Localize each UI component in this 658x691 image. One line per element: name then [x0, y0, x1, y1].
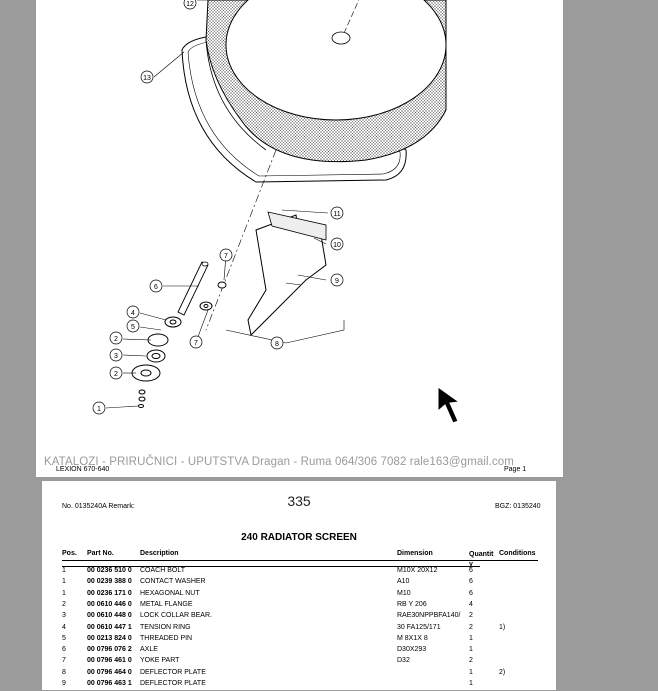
cell-conditions: 2)	[499, 668, 506, 676]
callout-6	[150, 280, 162, 292]
bearing-stack	[132, 282, 226, 408]
cell-part-no: 00 0236 171 0	[87, 589, 132, 597]
cell-part-no: 00 0610 448 0	[87, 612, 132, 620]
cell-dimension: M10	[397, 589, 411, 597]
cell-description: METAL FLANGE	[140, 600, 193, 608]
table-row	[62, 612, 538, 623]
cell-pos: 1	[62, 567, 66, 574]
page-number: 335	[287, 493, 311, 509]
cell-description: DEFLECTOR PLATE	[140, 668, 206, 676]
svg-text:8: 8	[275, 341, 279, 348]
svg-text:6: 6	[154, 284, 158, 291]
cell-quantity: 1	[469, 634, 473, 642]
table-row	[62, 624, 538, 635]
svg-text:2: 2	[114, 336, 118, 343]
svg-text:3: 3	[114, 353, 118, 360]
cell-dimension: RAE30NPPBFA140/	[397, 612, 461, 620]
svg-text:7: 7	[194, 340, 198, 347]
cell-part-no: 00 0213 824 0	[87, 634, 132, 642]
svg-text:1: 1	[97, 406, 101, 413]
table-row	[62, 578, 538, 589]
svg-text:2: 2	[114, 371, 118, 378]
callout-7-upper	[220, 249, 232, 261]
cell-part-no: 00 0239 388 0	[87, 578, 132, 586]
col-conditions: Conditions	[499, 550, 536, 557]
cell-quantity: 1	[469, 680, 473, 687]
parts-list-page	[42, 481, 556, 690]
table-row	[62, 680, 538, 691]
svg-text:13: 13	[143, 75, 151, 82]
cell-quantity: 6	[469, 578, 473, 586]
cell-quantity: 1	[469, 646, 473, 654]
cell-pos: 9	[62, 680, 66, 687]
table-row	[62, 646, 538, 657]
cell-conditions: 1)	[499, 623, 506, 631]
cell-pos: 8	[62, 668, 66, 676]
header-divider	[62, 560, 538, 561]
callout-11	[331, 207, 343, 219]
callout-5	[127, 320, 139, 332]
cell-pos: 2	[62, 600, 66, 608]
cell-description: DEFLECTOR PLATE	[140, 680, 206, 687]
cell-dimension: D32	[397, 657, 410, 665]
callout-9	[331, 274, 343, 286]
cell-pos: 1	[62, 578, 66, 586]
callout-3	[110, 349, 122, 361]
svg-text:4: 4	[131, 310, 135, 317]
cell-dimension: RB Y 206	[397, 600, 427, 608]
table-row	[62, 590, 538, 601]
col-quantity: Quantit y	[469, 551, 494, 568]
cell-description: TENSION RING	[140, 623, 191, 631]
svg-text:10: 10	[333, 242, 341, 249]
cell-quantity: 6	[469, 589, 473, 597]
cell-dimension: A10	[397, 578, 410, 586]
table-row	[62, 657, 538, 668]
cell-part-no: 00 0796 464 0	[87, 668, 132, 676]
callout-8	[271, 337, 283, 349]
doc-number: No. 0135240A	[62, 503, 107, 510]
cell-dimension: M10X 20X12	[397, 567, 438, 574]
cell-quantity: 2	[469, 623, 473, 631]
model-label: LEXION 670-640	[56, 466, 110, 473]
svg-text:7: 7	[224, 253, 228, 260]
deflector-bracket	[248, 212, 326, 335]
cell-part-no: 00 0610 446 0	[87, 600, 132, 608]
cell-part-no: 00 0796 463 1	[87, 680, 132, 687]
col-pos: Pos.	[62, 550, 77, 557]
cell-quantity: 2	[469, 612, 473, 620]
callout-1	[93, 402, 105, 414]
cell-pos: 3	[62, 612, 66, 620]
bgz-label: BGZ: 0135240	[495, 503, 541, 510]
cell-dimension: M 8X1X 8	[397, 634, 428, 642]
cell-pos: 1	[62, 589, 66, 597]
cell-dimension: 30 FA125/171	[397, 623, 441, 631]
callout-4	[127, 306, 139, 318]
callout-7-lower	[190, 336, 202, 348]
exploded-view-drawing	[36, 0, 563, 477]
cell-part-no: 00 0610 447 1	[87, 623, 132, 631]
page-label: Page 1	[504, 466, 527, 473]
cell-description: HEXAGONAL NUT	[140, 589, 200, 597]
cell-quantity: 4	[469, 600, 473, 608]
cell-description: THREADED PIN	[140, 634, 193, 642]
table-row	[62, 601, 538, 612]
table-row	[62, 669, 538, 680]
cell-description: YOKE PART	[140, 657, 180, 665]
cell-quantity: 1	[469, 668, 473, 676]
cell-description: COACH BOLT	[140, 567, 185, 574]
remark-label: Remark:	[108, 503, 135, 510]
cell-pos: 7	[62, 657, 66, 665]
cell-quantity: 6	[469, 567, 473, 574]
callout-2-lower	[110, 367, 122, 379]
callout-10	[331, 238, 343, 250]
cell-pos: 5	[62, 634, 66, 642]
cell-dimension: D30X293	[397, 646, 427, 654]
col-description: Description	[140, 550, 179, 557]
col-dimension: Dimension	[397, 550, 433, 557]
cell-description: CONTACT WASHER	[140, 578, 206, 586]
cell-description: LOCK COLLAR BEAR.	[140, 612, 212, 620]
doc-header-left	[62, 503, 135, 510]
cell-description: AXLE	[140, 646, 158, 654]
table-row	[62, 635, 538, 646]
svg-text:9: 9	[335, 278, 339, 285]
table-row	[62, 567, 538, 578]
mouse-pointer-icon	[436, 385, 466, 430]
col-part-no: Part No.	[87, 550, 114, 557]
cell-part-no: 00 0796 076 2	[87, 646, 132, 654]
callout-2-upper	[110, 332, 122, 344]
watermark-text: KATALOZI - PRIRUČNICI - UPUTSTVA Dragan - Ruma 064/306 7082 rale163@gmail.com	[44, 456, 514, 468]
cell-part-no: 00 0796 461 0	[87, 657, 132, 665]
callout-12	[184, 0, 196, 9]
cell-part-no: 00 0236 510 0	[87, 567, 132, 574]
callout-13	[141, 71, 153, 83]
parts-list-title: 240 RADIATOR SCREEN	[241, 532, 357, 543]
cell-pos: 6	[62, 646, 66, 654]
cell-quantity: 2	[469, 657, 473, 665]
cell-pos: 4	[62, 623, 66, 631]
svg-text:5: 5	[131, 324, 135, 331]
svg-text:11: 11	[333, 211, 341, 218]
catalog-page-diagram	[36, 0, 563, 477]
svg-text:12: 12	[186, 1, 194, 8]
